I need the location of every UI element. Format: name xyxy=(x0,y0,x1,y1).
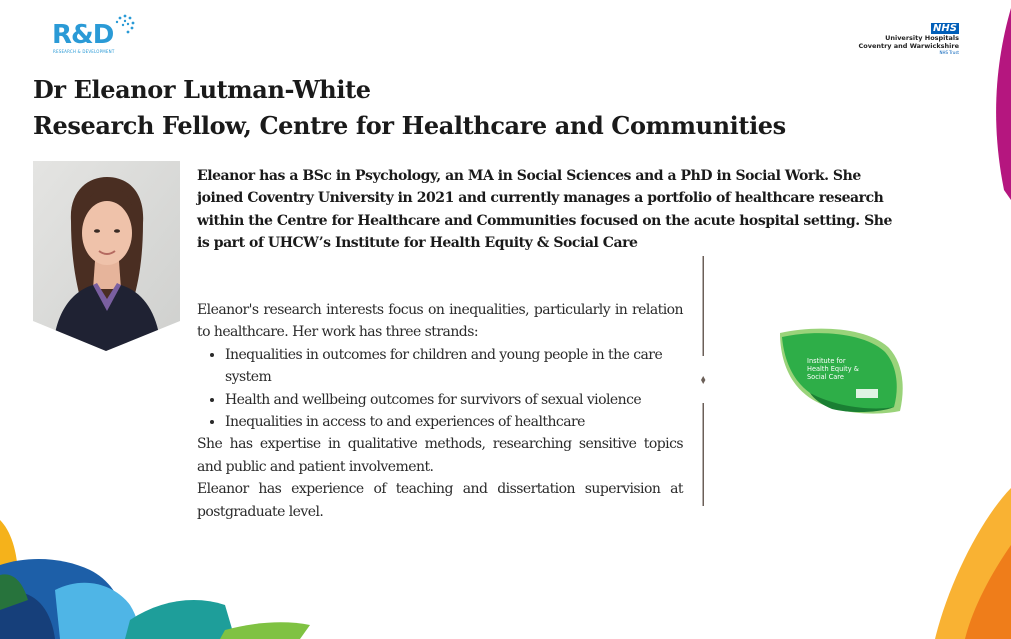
nhs-trust-label: NHS Trust xyxy=(939,50,959,55)
expertise-paragraph: She has expertise in qualitative methods, researching sensitive topics and public and patient involvement. xyxy=(197,436,683,475)
institute-label xyxy=(807,357,887,381)
person-name: Dr Eleanor Lutman-White xyxy=(33,75,371,104)
profile-photo xyxy=(33,161,180,351)
rd-dots-icon xyxy=(114,14,136,36)
list-item: • Inequalities in outcomes for children and young people in the care system xyxy=(225,344,683,389)
person-role: Research Fellow, Centre for Healthcare and Communities xyxy=(33,111,786,140)
list-item: • Inequalities in access to and experiences of healthcare xyxy=(225,411,683,433)
research-strands-list xyxy=(197,344,683,434)
rd-logo-text: R&D xyxy=(52,20,114,50)
teaching-paragraph: Eleanor has experience of teaching and dissertation supervision at postgraduate level. xyxy=(197,481,683,520)
intro-paragraph: Eleanor has a BSc in Psychology, an MA in Social Sciences and a PhD in Social Work. She joined Coventry University in 2021 and currently manages a portfolio of healthcare research within the Centre for Healthcare and Communities focused on the acute hospital setting. She is part of UHCW’s Institute for Health Equity & Social Care xyxy=(197,168,892,252)
rd-logo-subtitle: RESEARCH & DEVELOPMENT xyxy=(53,49,115,54)
magenta-arc-shape xyxy=(996,8,1011,200)
lime-shape xyxy=(220,622,310,639)
vertical-divider xyxy=(701,256,707,506)
research-lead: Eleanor's research interests focus on inequalities, particularly in relation to healthcare. Her work has three strands: xyxy=(197,302,683,341)
institute-logo xyxy=(776,325,906,417)
rd-logo xyxy=(52,14,138,56)
nhs-trust-line2: Coventry and Warwickshire xyxy=(858,41,959,50)
institute-label-line3: Social Care xyxy=(807,373,844,381)
teal-shape xyxy=(125,600,235,639)
nhs-badge: NHS xyxy=(933,23,957,34)
nhs-trust-line1: University Hospitals xyxy=(885,34,959,42)
nhs-logo xyxy=(849,16,959,56)
institute-label-line1: Institute for xyxy=(807,357,846,365)
institute-label-line2: Health Equity & xyxy=(807,365,859,373)
list-item: • Health and wellbeing outcomes for survivors of sexual violence xyxy=(225,389,683,411)
research-interests xyxy=(197,299,683,523)
page-title xyxy=(33,72,786,144)
